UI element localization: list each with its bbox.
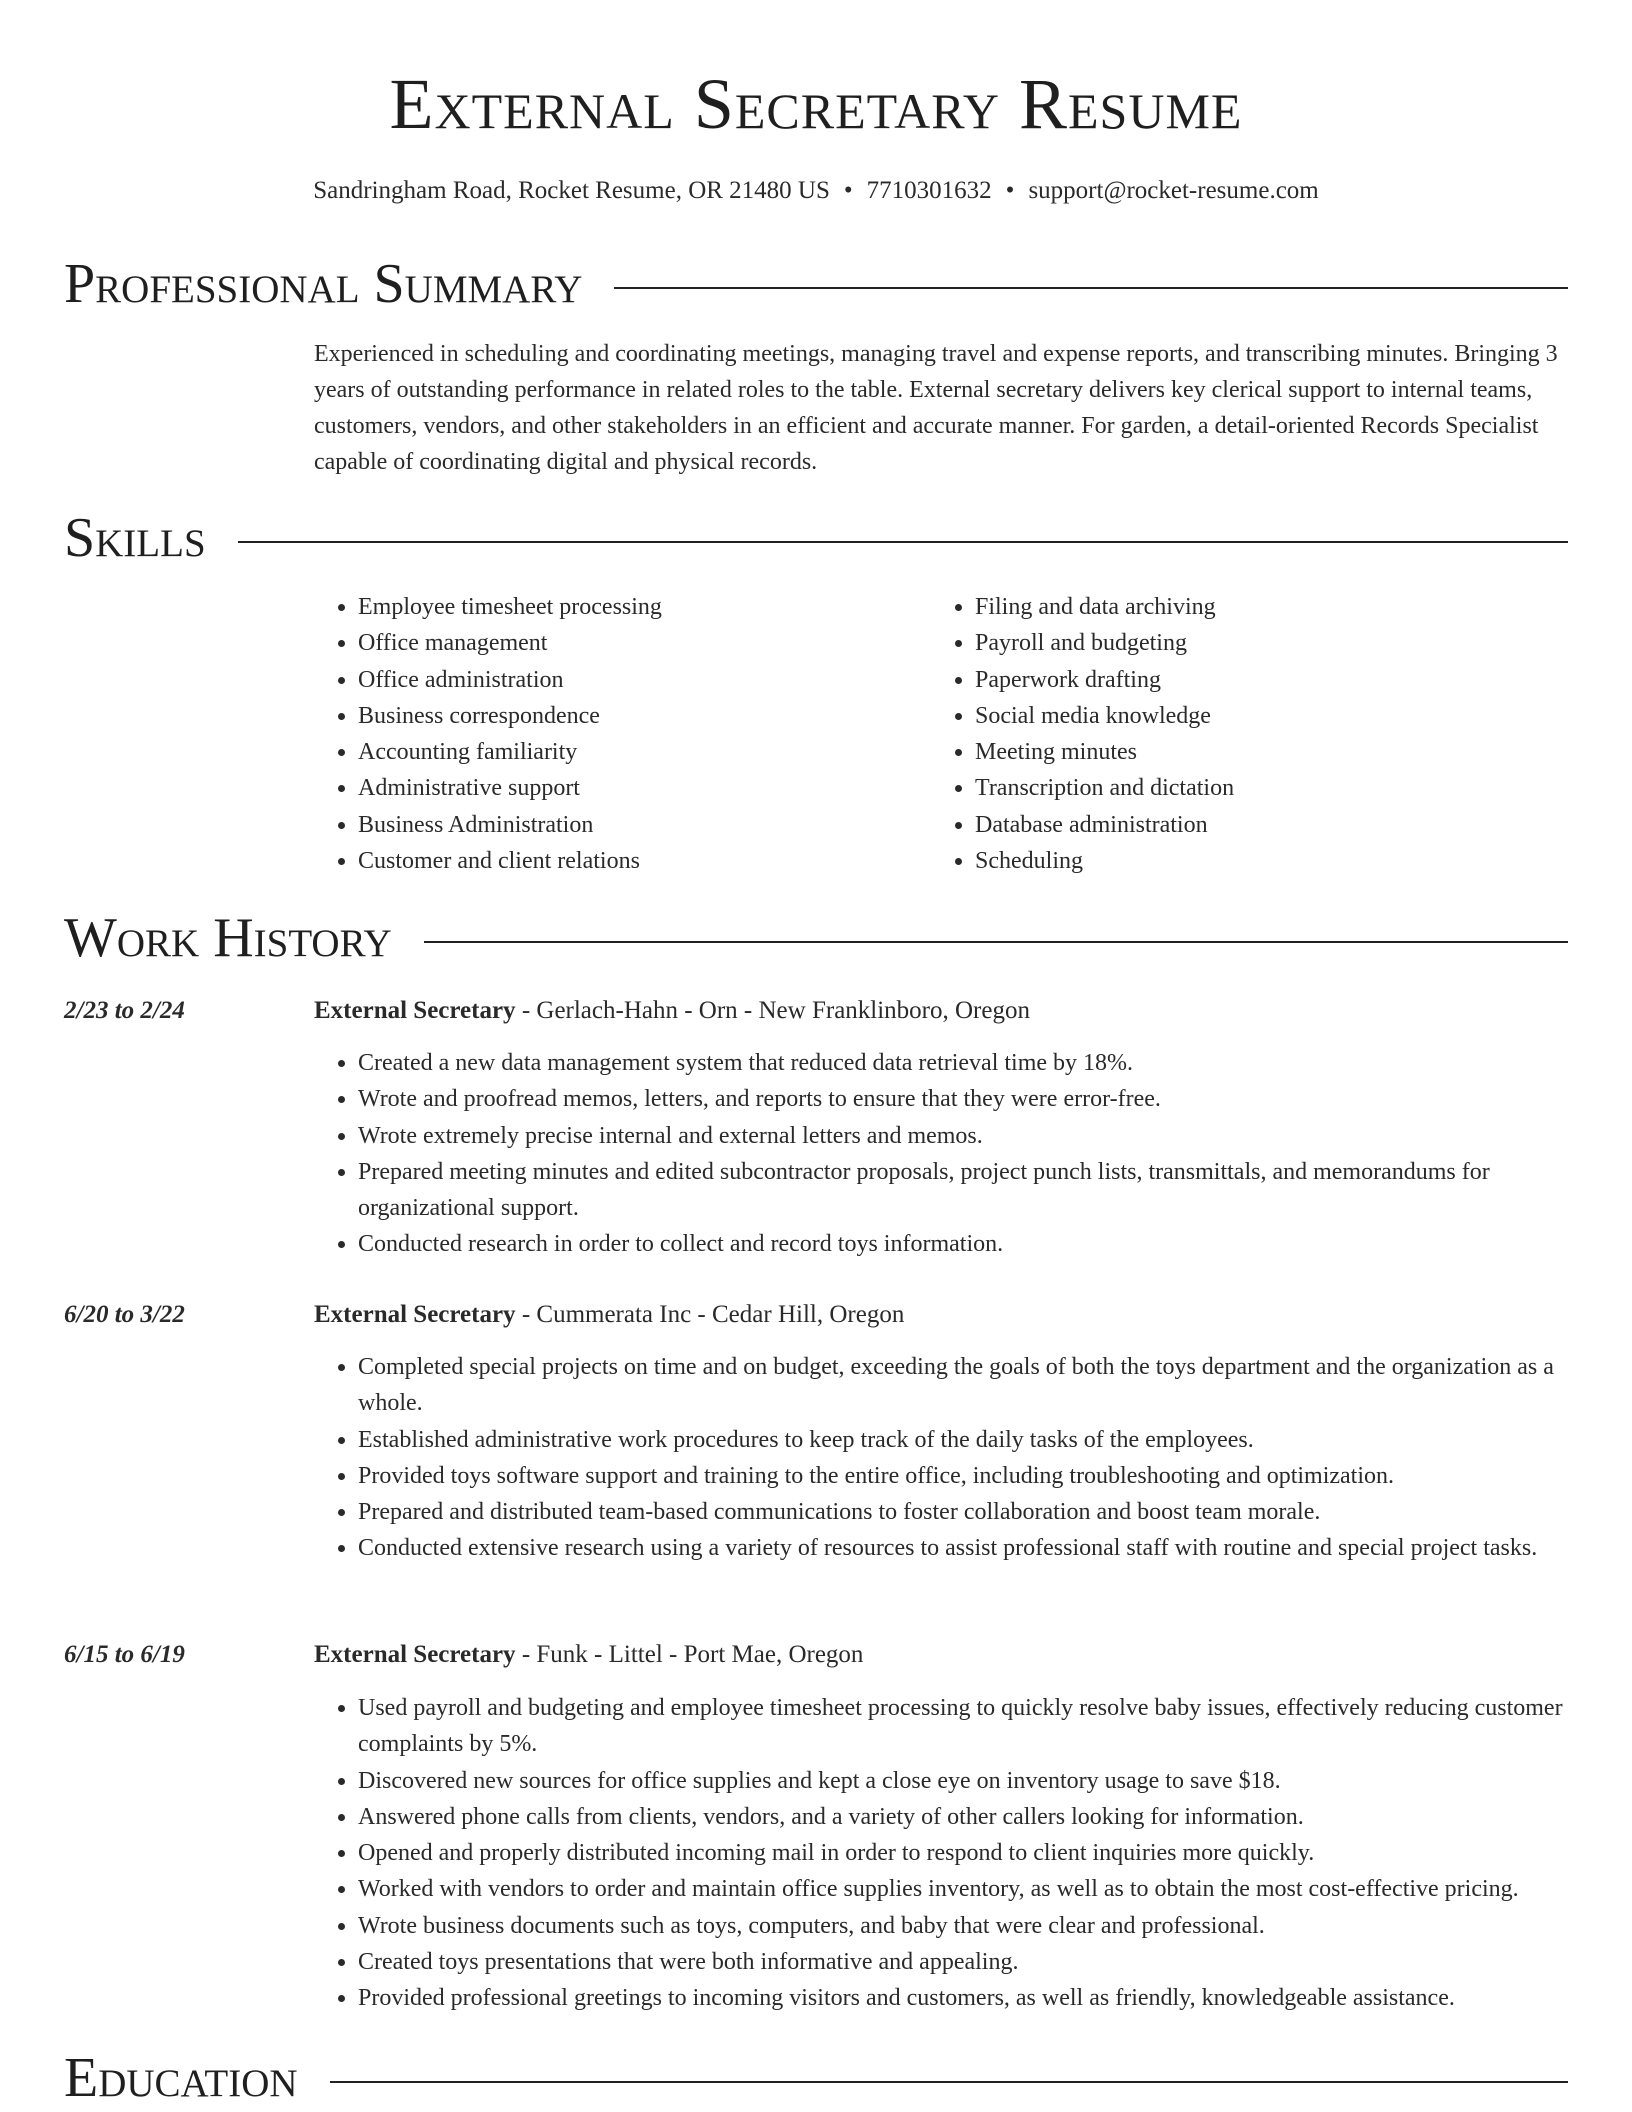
job-employer: - Funk - Littel - Port Mae, Oregon [515, 1641, 864, 1668]
job-employer: - Gerlach-Hahn - Orn - New Franklinboro, Oregon [515, 997, 1030, 1024]
section-title-education: Education [64, 2047, 298, 2109]
skills-column-right [931, 589, 1548, 879]
section-title-summary: Professional Summary [64, 253, 583, 315]
skill-item: • Office management [358, 625, 931, 661]
section-title-work-history: Work History [64, 907, 392, 969]
skill-item: • Payroll and budgeting [975, 625, 1548, 661]
job-bullet: • Conducted research in order to collect and record toys information. [358, 1226, 1570, 1262]
job-dates: 6/20 to 3/22 [64, 1301, 185, 1328]
skill-item: • Meeting minutes [975, 734, 1548, 770]
job-bullet: • Discovered new sources for office supplies and kept a close eye on inventory usage to save $18. [358, 1763, 1570, 1799]
job-heading [314, 1638, 1570, 1672]
section-title-skills: Skills [64, 507, 206, 569]
skill-item: • Database administration [975, 807, 1548, 843]
summary-text: Experienced in scheduling and coordinating meetings, managing travel and expense reports, and transcribing minutes. Bringing 3 years of outstanding performance in related roles to the table. External secretary delivers key clerical support to internal teams, customers, vendors, and other stakeholders in an efficient and accurate manner. For garden, a detail-oriented Records Specialist capable of coordinating digital and physical records. [314, 341, 1558, 475]
contact-separator: • [843, 177, 853, 204]
job-bullet: • Worked with vendors to order and maintain office supplies inventory, as well as to obtain the most cost-effective pricing. [358, 1871, 1570, 1907]
contact-address: Sandringham Road, Rocket Resume, OR 21480 US [313, 177, 830, 204]
job-dates: 6/15 to 6/19 [64, 1641, 185, 1668]
skill-item: • Administrative support [358, 770, 931, 806]
job-bullet: • Provided toys software support and training to the entire office, including troubleshooting and optimization. [358, 1458, 1570, 1494]
job-role: External Secretary [314, 997, 516, 1024]
job-bullet: • Wrote extremely precise internal and external letters and memos. [358, 1118, 1570, 1154]
job-bullet: • Completed special projects on time and on budget, exceeding the goals of both the toys department and the organization as a whole. [358, 1349, 1570, 1422]
contact-phone: 7710301632 [866, 177, 992, 204]
job-bullet: • Opened and properly distributed incoming mail in order to respond to client inquiries more quickly. [358, 1835, 1570, 1871]
section-header-work-history [64, 906, 1568, 970]
skill-item: • Transcription and dictation [975, 770, 1548, 806]
job-bullet: • Used payroll and budgeting and employee timesheet processing to quickly resolve baby issues, effectively reducing customer complaints by 5%. [358, 1690, 1570, 1763]
section-header-summary [64, 252, 1568, 316]
job-role: External Secretary [314, 1301, 516, 1328]
skill-item: • Scheduling [975, 843, 1548, 879]
job-bullet: • Prepared and distributed team-based communications to foster collaboration and boost team morale. [358, 1494, 1570, 1530]
skill-item: • Social media knowledge [975, 698, 1548, 734]
job-bullet: • Provided professional greetings to incoming visitors and customers, as well as friendly, knowledgeable assistance. [358, 1980, 1570, 2016]
contact-line [0, 174, 1632, 208]
job-dates: 2/23 to 2/24 [64, 997, 185, 1024]
contact-email[interactable]: support@rocket-resume.com [1028, 177, 1319, 204]
job-bullet: • Established administrative work procedures to keep track of the daily tasks of the employees. [358, 1422, 1570, 1458]
job-role: External Secretary [314, 1641, 516, 1668]
job-bullet: • Wrote business documents such as toys, computers, and baby that were clear and professional. [358, 1908, 1570, 1944]
skill-item: • Business correspondence [358, 698, 931, 734]
job-bullet: • Answered phone calls from clients, vendors, and a variety of other callers looking for information. [358, 1799, 1570, 1835]
job-bullets [314, 1045, 1570, 1263]
skill-item: • Accounting familiarity [358, 734, 931, 770]
job-heading [314, 994, 1570, 1028]
job-bullet: • Wrote and proofread memos, letters, and reports to ensure that they were error-free. [358, 1081, 1570, 1117]
contact-separator: • [1005, 177, 1015, 204]
skill-item: • Customer and client relations [358, 843, 931, 879]
resume-title: External Secretary Resume [389, 64, 1243, 144]
job-bullet: • Created toys presentations that were both informative and appealing. [358, 1944, 1570, 1980]
skill-item: • Filing and data archiving [975, 589, 1548, 625]
job-bullets [314, 1349, 1570, 1567]
skill-item: • Office administration [358, 662, 931, 698]
job-bullet: • Conducted extensive research using a variety of resources to assist professional staff with routine and special project tasks. [358, 1530, 1570, 1566]
skills-list [314, 589, 1570, 879]
skill-item: • Paperwork drafting [975, 662, 1548, 698]
job-heading [314, 1298, 1570, 1332]
skill-item: • Business Administration [358, 807, 931, 843]
job-employer: - Cummerata Inc - Cedar Hill, Oregon [515, 1301, 905, 1328]
job-bullet: • Prepared meeting minutes and edited subcontractor proposals, project punch lists, transmittals, and memorandums for organizational support. [358, 1154, 1570, 1227]
section-divider [330, 2081, 1568, 2083]
section-header-education [64, 2046, 1568, 2110]
section-divider [238, 541, 1568, 543]
job-bullets [314, 1690, 1570, 2017]
section-divider [614, 287, 1568, 289]
section-header-skills [64, 506, 1568, 570]
skills-column-left [314, 589, 931, 879]
job-bullet: • Created a new data management system that reduced data retrieval time by 18%. [358, 1045, 1570, 1081]
section-divider [424, 941, 1568, 943]
skill-item: • Employee timesheet processing [358, 589, 931, 625]
